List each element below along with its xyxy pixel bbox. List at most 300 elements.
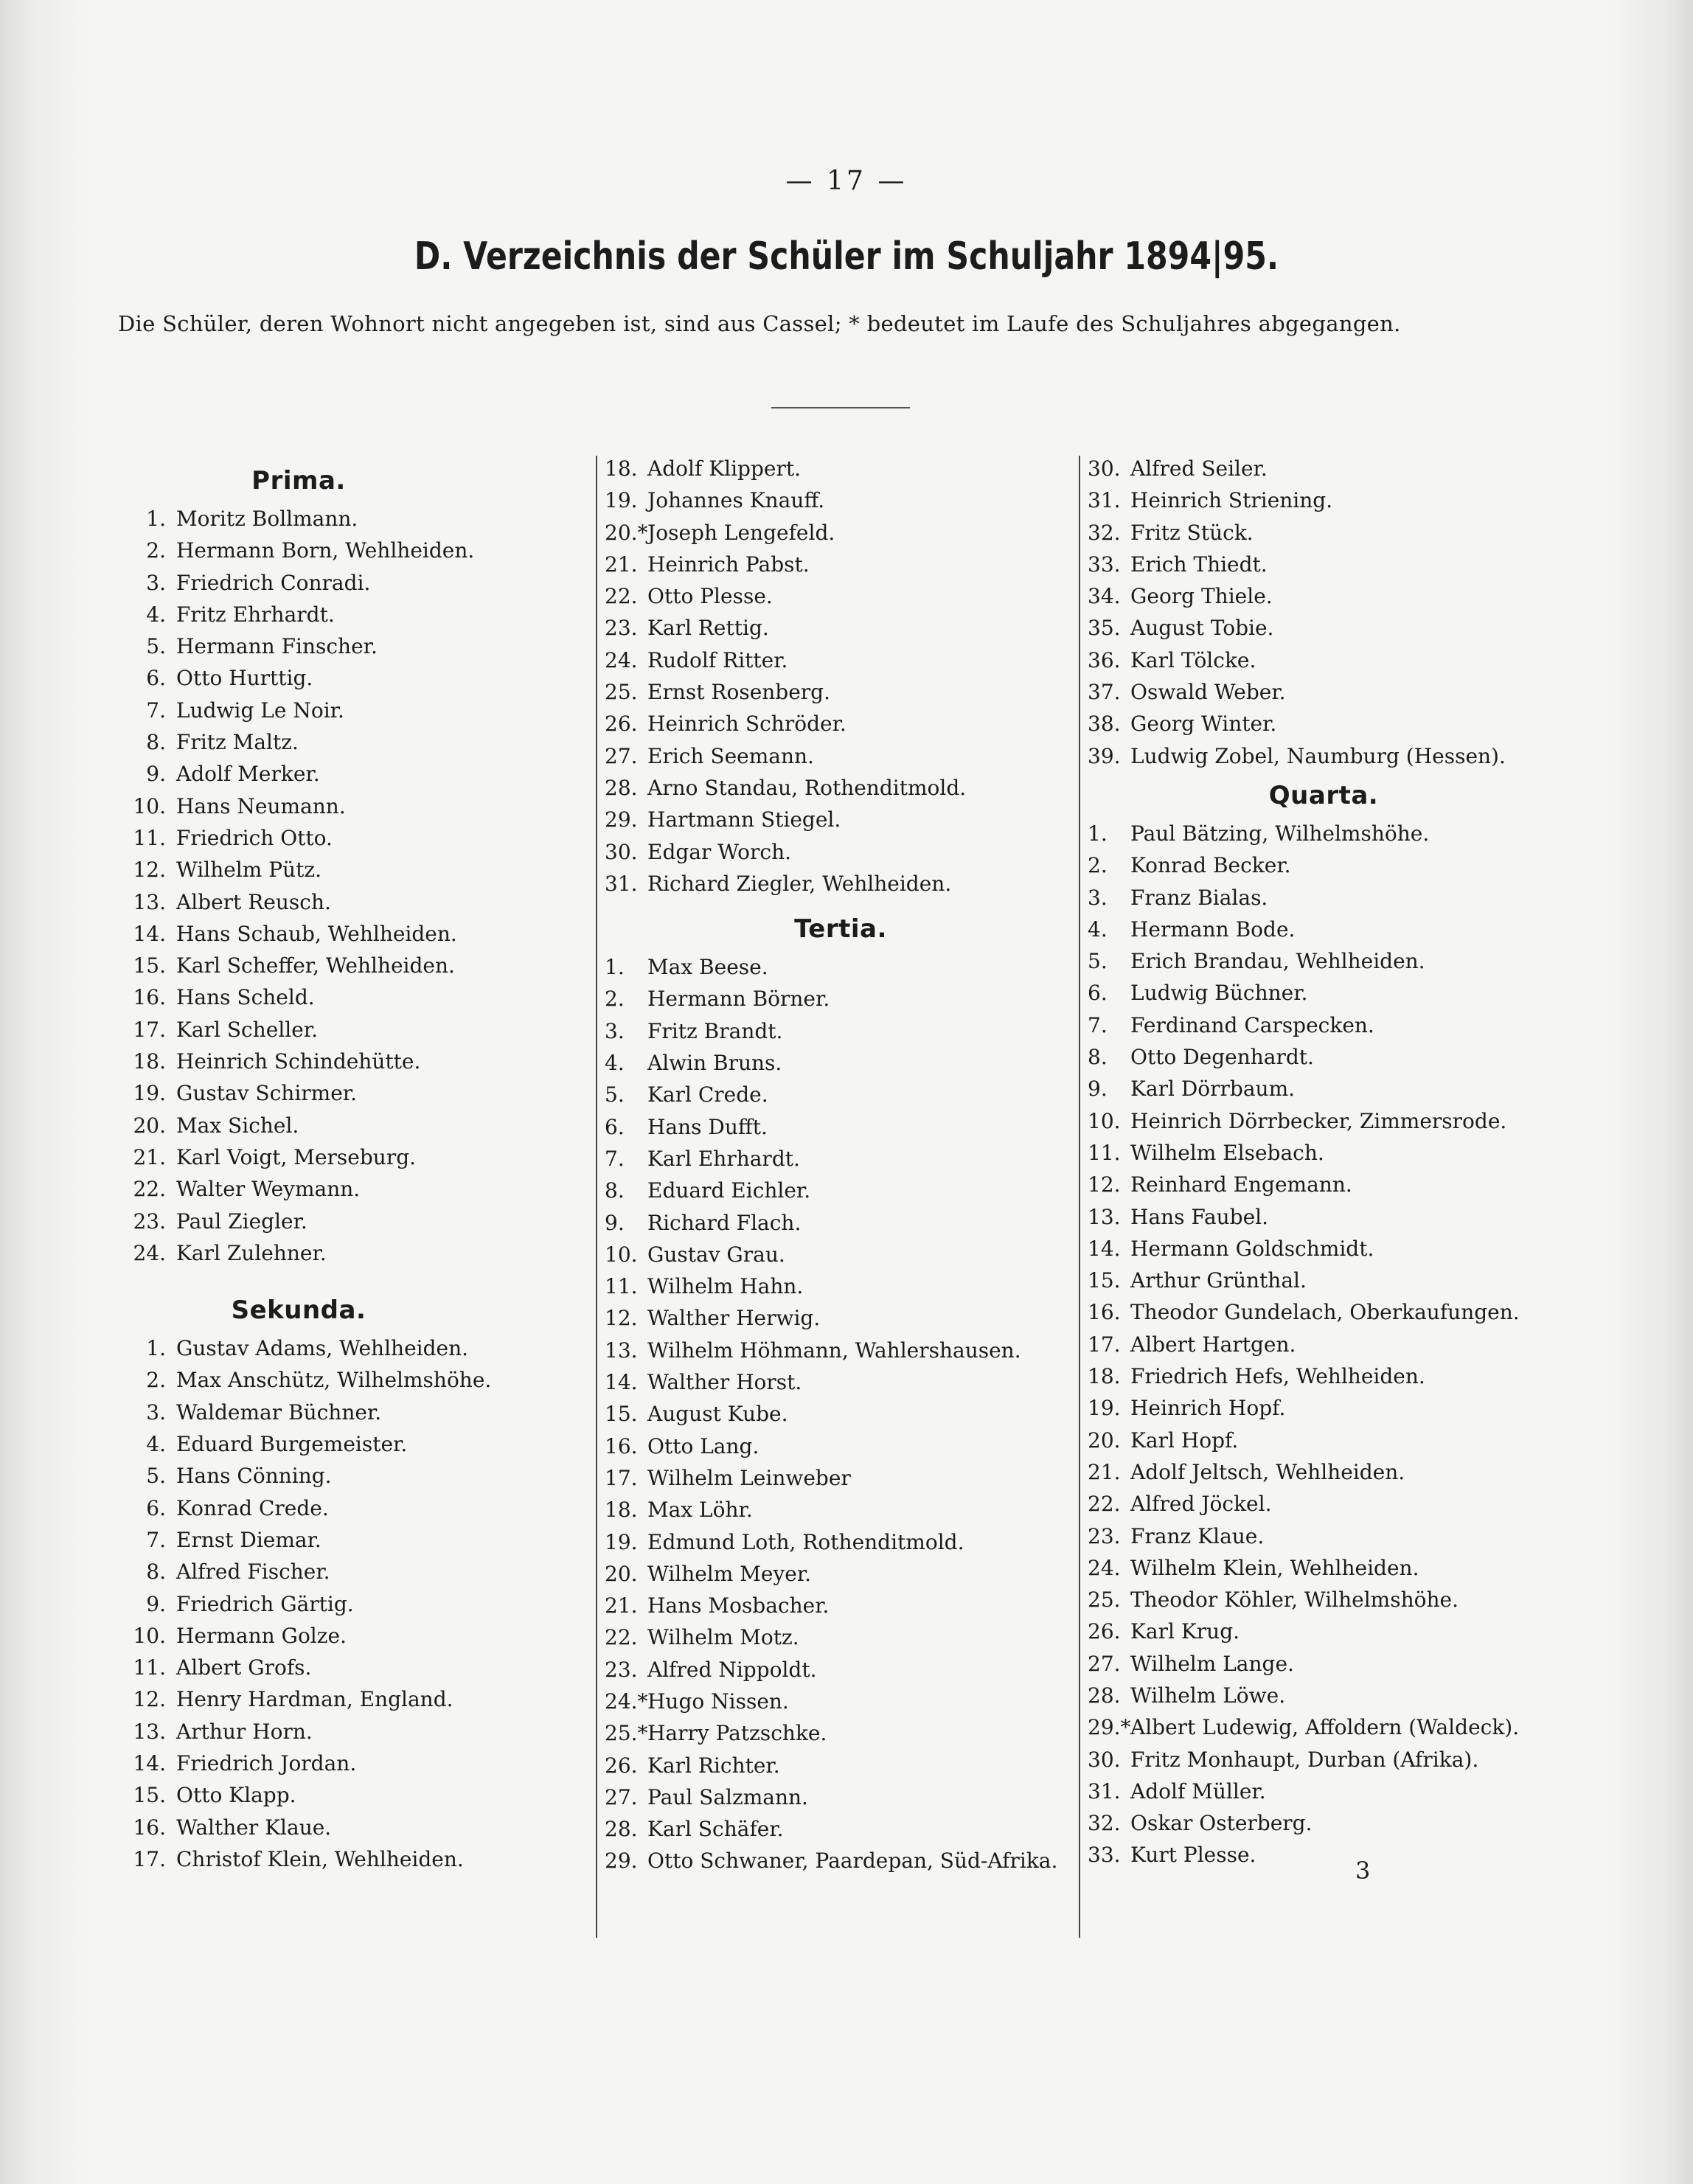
student-number: 19.	[605, 1529, 638, 1554]
student-number: 8.	[146, 730, 166, 755]
student-entry	[605, 1270, 1077, 1302]
student-name: Theodor Gundelach, Oberkaufungen.	[1130, 1300, 1520, 1325]
student-entry	[1088, 1169, 1589, 1200]
student-entry	[122, 1206, 557, 1237]
student-entry	[122, 1332, 557, 1364]
student-name: August Kube.	[647, 1402, 788, 1427]
student-number: 2.	[1088, 853, 1108, 878]
student-number: 16.	[1088, 1300, 1121, 1325]
student-number: 11.	[1088, 1140, 1121, 1165]
student-entry	[122, 1620, 557, 1652]
student-number: 23.	[133, 1208, 166, 1234]
student-number: 25.	[605, 680, 638, 705]
student-name: Walter Weymann.	[176, 1177, 361, 1202]
student-entry	[122, 1812, 557, 1843]
student-name: Fritz Brandt.	[647, 1018, 783, 1043]
student-name: Max Beese.	[647, 955, 768, 980]
student-name: Hans Dufft.	[647, 1114, 768, 1139]
student-name: Paul Salzmann.	[647, 1784, 808, 1809]
student-name: Albert Reusch.	[176, 889, 331, 914]
student-number: 33.	[1088, 1843, 1121, 1868]
student-entry	[605, 1494, 1077, 1526]
student-number: 9.	[146, 762, 166, 787]
student-number: 20.	[133, 1113, 166, 1138]
student-number: 23.	[605, 616, 638, 641]
student-name: Hans Mosbacher.	[647, 1593, 830, 1618]
student-entry	[122, 1716, 557, 1747]
student-name: Karl Voigt, Merseburg.	[176, 1144, 417, 1169]
student-entry	[122, 503, 557, 535]
student-entry	[122, 726, 557, 758]
student-number: 27.	[605, 1784, 638, 1809]
list-tertia-part-1	[605, 951, 1077, 1877]
student-name: Georg Winter.	[1130, 712, 1277, 737]
student-number: 32.	[1088, 1811, 1121, 1836]
student-entry	[1088, 708, 1589, 740]
student-entry	[605, 868, 1077, 900]
student-name: Wilhelm Leinweber	[647, 1465, 851, 1490]
heading-sekunda: Sekunda.	[231, 1296, 366, 1326]
student-number: 6.	[605, 1114, 625, 1139]
student-entry	[122, 535, 557, 566]
student-number: 1.	[605, 955, 625, 980]
student-name: Franz Klaue.	[1130, 1523, 1265, 1548]
student-entry	[605, 951, 1077, 983]
student-name: August Tobie.	[1130, 616, 1274, 641]
column-3	[1088, 453, 1589, 1871]
student-name: Hans Schaub, Wehlheiden.	[176, 921, 457, 946]
column-divider-right	[1079, 456, 1080, 1938]
student-number: 16.	[605, 1433, 638, 1458]
list-tertia-part-2	[1088, 453, 1589, 772]
student-name: Konrad Becker.	[1130, 853, 1291, 878]
student-name: Heinrich Hopf.	[1130, 1396, 1286, 1421]
student-name: Wilhelm Meyer.	[647, 1561, 812, 1586]
student-name: Karl Crede.	[647, 1082, 768, 1107]
student-name: Konrad Crede.	[176, 1495, 329, 1520]
student-name: Georg Thiele.	[1130, 584, 1273, 609]
student-name: Friedrich Otto.	[176, 825, 333, 850]
student-name: Adolf Jeltsch, Wehlheiden.	[1130, 1459, 1405, 1484]
student-number: 14.	[605, 1370, 638, 1395]
student-number: 19.	[133, 1081, 166, 1106]
student-name: Karl Scheffer, Wehlheiden.	[176, 953, 455, 978]
student-name: Adolf Klippert.	[647, 456, 802, 481]
student-entry	[1088, 849, 1589, 881]
student-number: 12.	[605, 1306, 638, 1331]
student-number: 13.	[605, 1338, 638, 1363]
student-number: 14.	[133, 1750, 166, 1776]
column-2	[605, 453, 1077, 1877]
student-number: 21.	[605, 1593, 638, 1618]
student-name: Oskar Osterberg.	[1130, 1811, 1313, 1836]
student-name: Fritz Stück.	[1130, 520, 1254, 545]
student-name: Ludwig Le Noir.	[176, 698, 344, 723]
student-entry	[1088, 1584, 1589, 1616]
student-number: 21.	[133, 1144, 166, 1169]
student-name: Ludwig Büchner.	[1130, 981, 1308, 1006]
student-number: 20.*	[605, 520, 648, 545]
student-entry	[1088, 612, 1589, 644]
student-entry	[605, 1047, 1077, 1079]
student-number: 30.	[1088, 1747, 1121, 1772]
student-number: 6.	[1088, 981, 1108, 1006]
student-entry	[605, 1239, 1077, 1270]
student-number: 22.	[133, 1177, 166, 1202]
heading-quarta: Quarta.	[1268, 780, 1379, 810]
student-name: Hans Faubel.	[1130, 1204, 1269, 1229]
student-number: 7.	[146, 1527, 166, 1552]
student-entry	[122, 1524, 557, 1556]
student-number: 27.	[1088, 1651, 1121, 1676]
student-name: Ernst Diemar.	[176, 1527, 321, 1552]
student-number: 1.	[1088, 821, 1108, 846]
student-entry	[122, 822, 557, 854]
student-entry	[1088, 1776, 1589, 1807]
student-entry	[1088, 1711, 1589, 1743]
student-entry	[1088, 977, 1589, 1009]
student-entry	[122, 567, 557, 599]
student-name: Hans Neumann.	[176, 793, 346, 818]
student-entry	[1088, 1552, 1589, 1584]
student-name: Fritz Maltz.	[176, 730, 299, 755]
student-name: Theodor Köhler, Wilhelmshöhe.	[1130, 1587, 1459, 1613]
student-name: Hermann Finscher.	[176, 634, 378, 659]
student-entry	[605, 1686, 1077, 1717]
student-name: Heinrich Pabst.	[647, 552, 810, 577]
student-entry	[605, 1558, 1077, 1590]
student-number: 15.	[133, 953, 166, 978]
student-number: 17.	[133, 1846, 166, 1871]
student-number: 3.	[605, 1018, 625, 1043]
student-name: Wilhelm Höhmann, Wahlershausen.	[647, 1338, 1021, 1363]
student-entry	[605, 1111, 1077, 1143]
student-entry	[605, 1717, 1077, 1749]
student-number: 34.	[1088, 584, 1121, 609]
student-name: Karl Krug.	[1130, 1619, 1240, 1644]
student-name: Alfred Jöckel.	[1130, 1492, 1272, 1517]
student-number: 13.	[1088, 1204, 1121, 1229]
student-number: 31.	[1088, 1778, 1121, 1804]
student-number: 30.	[605, 839, 638, 864]
student-entry	[122, 950, 557, 981]
student-name: Rudolf Ritter.	[647, 647, 788, 672]
student-entry	[122, 1237, 557, 1269]
student-name: Erich Brandau, Wehlheiden.	[1130, 949, 1425, 974]
student-name: Hugo Nissen.	[647, 1689, 789, 1714]
student-name: Eduard Burgemeister.	[176, 1432, 408, 1457]
student-name: Moritz Bollmann.	[176, 507, 358, 531]
student-entry	[1088, 1233, 1589, 1265]
student-entry	[122, 1779, 557, 1811]
list-quarta	[1088, 818, 1589, 1871]
student-number: 26.	[1088, 1619, 1121, 1644]
student-entry	[1088, 517, 1589, 549]
student-name: Wilhelm Elsebach.	[1130, 1140, 1324, 1165]
student-name: Alwin Bruns.	[647, 1051, 782, 1076]
student-name: Walther Klaue.	[176, 1815, 332, 1840]
student-number: 15.	[133, 1783, 166, 1808]
student-number: 39.	[1088, 743, 1121, 768]
student-name: Eduard Eichler.	[647, 1178, 811, 1203]
student-number: 17.	[605, 1465, 638, 1490]
student-name: Max Anschütz, Wilhelmshöhe.	[176, 1368, 492, 1393]
student-entry	[122, 1046, 557, 1077]
student-name: Otto Degenhardt.	[1130, 1045, 1314, 1070]
student-name: Wilhelm Hahn.	[647, 1274, 804, 1299]
student-name: Wilhelm Pütz.	[176, 858, 321, 883]
student-number: 7.	[605, 1146, 625, 1171]
student-name: Hermann Golze.	[176, 1623, 347, 1648]
student-number: 16.	[133, 1815, 166, 1840]
student-name: Wilhelm Klein, Wehlheiden.	[1130, 1555, 1419, 1580]
student-entry	[122, 1014, 557, 1046]
student-entry	[122, 695, 557, 726]
student-name: Erich Thiedt.	[1130, 552, 1268, 577]
student-number: 32.	[1088, 520, 1121, 545]
student-entry	[605, 1462, 1077, 1494]
student-name: Friedrich Jordan.	[176, 1750, 357, 1776]
student-entry	[605, 1207, 1077, 1239]
list-sekunda-part-2	[605, 453, 1077, 900]
student-number: 23.	[1088, 1523, 1121, 1548]
student-number: 25.	[1088, 1587, 1121, 1613]
student-name: Otto Klapp.	[176, 1783, 296, 1808]
student-number: 36.	[1088, 647, 1121, 672]
student-entry	[122, 1141, 557, 1173]
student-entry	[1088, 484, 1589, 516]
student-name: Gustav Schirmer.	[176, 1081, 357, 1106]
student-number: 2.	[146, 1368, 166, 1393]
student-entry	[122, 1173, 557, 1205]
student-number: 3.	[1088, 885, 1108, 910]
student-entry	[1088, 1041, 1589, 1073]
student-name: Max Sichel.	[176, 1113, 299, 1138]
student-entry	[1088, 1329, 1589, 1360]
student-name: Richard Flach.	[647, 1210, 802, 1235]
student-entry	[1088, 945, 1589, 977]
student-entry	[1088, 1105, 1589, 1137]
student-name: Karl Rettig.	[647, 616, 769, 641]
student-number: 12.	[133, 858, 166, 883]
student-name: Franz Bialas.	[1130, 885, 1268, 910]
student-name: Albert Ludewig, Affoldern (Waldeck).	[1130, 1715, 1520, 1740]
student-number: 8.	[146, 1559, 166, 1585]
student-name: Reinhard Engemann.	[1130, 1172, 1352, 1197]
student-number: 7.	[146, 698, 166, 723]
student-name: Arthur Grünthal.	[1130, 1268, 1307, 1293]
student-entry	[605, 1781, 1077, 1813]
student-entry	[605, 1590, 1077, 1621]
student-entry	[122, 918, 557, 950]
student-name: Ernst Rosenberg.	[647, 680, 830, 705]
student-number: 24.	[605, 647, 638, 672]
student-entry	[1088, 1392, 1589, 1424]
student-name: Heinrich Schindehütte.	[176, 1049, 421, 1074]
student-number: 17.	[133, 1017, 166, 1042]
student-name: Waldemar Büchner.	[176, 1399, 382, 1425]
student-number: 30.	[1088, 456, 1121, 481]
student-number: 10.	[133, 1623, 166, 1648]
student-number: 9.	[605, 1210, 625, 1235]
student-entry	[1088, 1073, 1589, 1105]
student-entry	[605, 1654, 1077, 1686]
student-name: Hermann Born, Wehlheiden.	[176, 538, 475, 563]
student-entry	[605, 1302, 1077, 1334]
student-entry	[605, 612, 1077, 644]
student-number: 5.	[605, 1082, 625, 1107]
student-name: Otto Lang.	[647, 1433, 759, 1458]
student-number: 18.	[605, 456, 638, 481]
student-name: Fritz Monhaupt, Durban (Afrika).	[1130, 1747, 1479, 1772]
student-number: 21.	[1088, 1459, 1121, 1484]
student-name: Wilhelm Löwe.	[1130, 1683, 1286, 1708]
student-entry	[122, 1397, 557, 1428]
student-number: 26.	[605, 712, 638, 737]
student-number: 11.	[133, 1655, 166, 1680]
student-name: Johannes Knauff.	[647, 488, 825, 513]
student-name: Alfred Fischer.	[176, 1559, 330, 1585]
student-name: Heinrich Schröder.	[647, 712, 846, 737]
student-name: Hermann Goldschmidt.	[1130, 1236, 1374, 1261]
student-number: 29.	[605, 1849, 638, 1874]
student-number: 38.	[1088, 712, 1121, 737]
student-entry	[122, 599, 557, 630]
student-number: 29.*	[1088, 1715, 1131, 1740]
student-entry	[605, 983, 1077, 1015]
student-entry	[1088, 1201, 1589, 1233]
student-name: Otto Schwaner, Paardepan, Süd-Afrika.	[647, 1849, 1058, 1874]
student-name: Friedrich Hefs, Wehlheiden.	[1130, 1364, 1425, 1389]
student-entry	[1088, 1648, 1589, 1680]
student-number: 10.	[1088, 1108, 1121, 1133]
student-entry	[122, 854, 557, 886]
student-number: 18.	[1088, 1364, 1121, 1389]
student-number: 18.	[605, 1498, 638, 1523]
student-number: 16.	[133, 985, 166, 1010]
student-name: Erich Seemann.	[647, 743, 814, 768]
student-entry	[1088, 740, 1589, 772]
student-number: 22.	[605, 1625, 638, 1650]
student-entry	[1088, 1009, 1589, 1041]
student-number: 8.	[1088, 1045, 1108, 1070]
student-entry	[1088, 882, 1589, 914]
student-number: 5.	[146, 634, 166, 659]
student-name: Hermann Börner.	[647, 987, 830, 1012]
student-entry	[605, 580, 1077, 612]
student-name: Walther Herwig.	[647, 1306, 821, 1331]
student-entry	[605, 804, 1077, 835]
student-number: 14.	[133, 921, 166, 946]
student-name: Karl Richter.	[647, 1753, 780, 1778]
student-number: 10.	[605, 1242, 638, 1267]
student-number: 1.	[146, 507, 166, 531]
student-name: Otto Plesse.	[647, 584, 773, 609]
student-entry	[605, 1750, 1077, 1781]
student-entry	[122, 1460, 557, 1492]
student-entry	[1088, 644, 1589, 676]
student-name: Albert Grofs.	[176, 1655, 312, 1680]
student-number: 6.	[146, 1495, 166, 1520]
student-entry	[1088, 1425, 1589, 1456]
student-number: 4.	[1088, 917, 1108, 942]
student-number: 4.	[605, 1051, 625, 1076]
intro-text: Die Schüler, deren Wohnort nicht angegeben ist, sind aus Cassel; * bedeutet im Laufe des Schuljahres abgegangen.	[118, 311, 1401, 336]
student-name: Walther Horst.	[647, 1370, 802, 1395]
student-name: Karl Hopf.	[1130, 1427, 1239, 1453]
student-name: Wilhelm Lange.	[1130, 1651, 1294, 1676]
student-entry	[605, 1175, 1077, 1206]
student-name: Alfred Seiler.	[1130, 456, 1268, 481]
heading-prima: Prima.	[251, 466, 346, 495]
student-entry	[605, 1430, 1077, 1462]
student-name: Gustav Grau.	[647, 1242, 785, 1267]
student-name: Heinrich Dörrbecker, Zimmersrode.	[1130, 1108, 1507, 1133]
student-number: 18.	[133, 1049, 166, 1074]
student-entry	[1088, 1744, 1589, 1776]
student-entry	[122, 1588, 557, 1620]
student-entry	[605, 1813, 1077, 1845]
student-entry	[122, 1843, 557, 1875]
student-name: Adolf Müller.	[1130, 1778, 1266, 1804]
student-number: 22.	[605, 584, 638, 609]
student-number: 31.	[1088, 488, 1121, 513]
student-name: Max Löhr.	[647, 1498, 753, 1523]
student-entry	[605, 1845, 1077, 1877]
student-entry	[122, 1364, 557, 1396]
student-name: Albert Hartgen.	[1130, 1332, 1296, 1357]
student-number: 28.	[1088, 1683, 1121, 1708]
student-number: 29.	[605, 807, 638, 832]
student-entry	[122, 630, 557, 662]
student-entry	[122, 886, 557, 918]
student-entry	[1088, 676, 1589, 708]
student-name: Karl Zulehner.	[176, 1240, 327, 1265]
student-number: 31.	[605, 871, 638, 896]
student-entry	[605, 740, 1077, 772]
student-entry	[122, 758, 557, 790]
student-entry	[1088, 1360, 1589, 1392]
student-name: Adolf Merker.	[176, 762, 320, 787]
student-entry	[605, 1526, 1077, 1558]
student-name: Richard Ziegler, Wehlheiden.	[647, 871, 952, 896]
student-entry	[605, 1079, 1077, 1110]
student-entry	[1088, 1616, 1589, 1647]
student-number: 15.	[1088, 1268, 1121, 1293]
student-entry	[605, 1366, 1077, 1398]
student-name: Oswald Weber.	[1130, 680, 1286, 705]
student-number: 11.	[605, 1274, 638, 1299]
student-entry	[122, 1428, 557, 1460]
student-name: Karl Dörrbaum.	[1130, 1077, 1296, 1102]
student-name: Alfred Nippoldt.	[647, 1657, 817, 1682]
student-number: 12.	[133, 1687, 166, 1712]
student-name: Hermann Bode.	[1130, 917, 1296, 942]
student-name: Edgar Worch.	[647, 839, 792, 864]
page-number: — 17 —	[785, 166, 908, 196]
student-number: 4.	[146, 1432, 166, 1457]
student-number: 23.	[605, 1657, 638, 1682]
student-number: 5.	[1088, 949, 1108, 974]
student-entry	[1088, 1488, 1589, 1520]
student-name: Wilhelm Motz.	[647, 1625, 799, 1650]
student-name: Ferdinand Carspecken.	[1130, 1012, 1374, 1037]
student-number: 2.	[146, 538, 166, 563]
list-sekunda-part-1	[122, 1332, 557, 1875]
student-name: Joseph Lengefeld.	[647, 520, 835, 545]
student-entry	[1088, 1265, 1589, 1296]
heading-tertia: Tertia.	[794, 914, 887, 945]
